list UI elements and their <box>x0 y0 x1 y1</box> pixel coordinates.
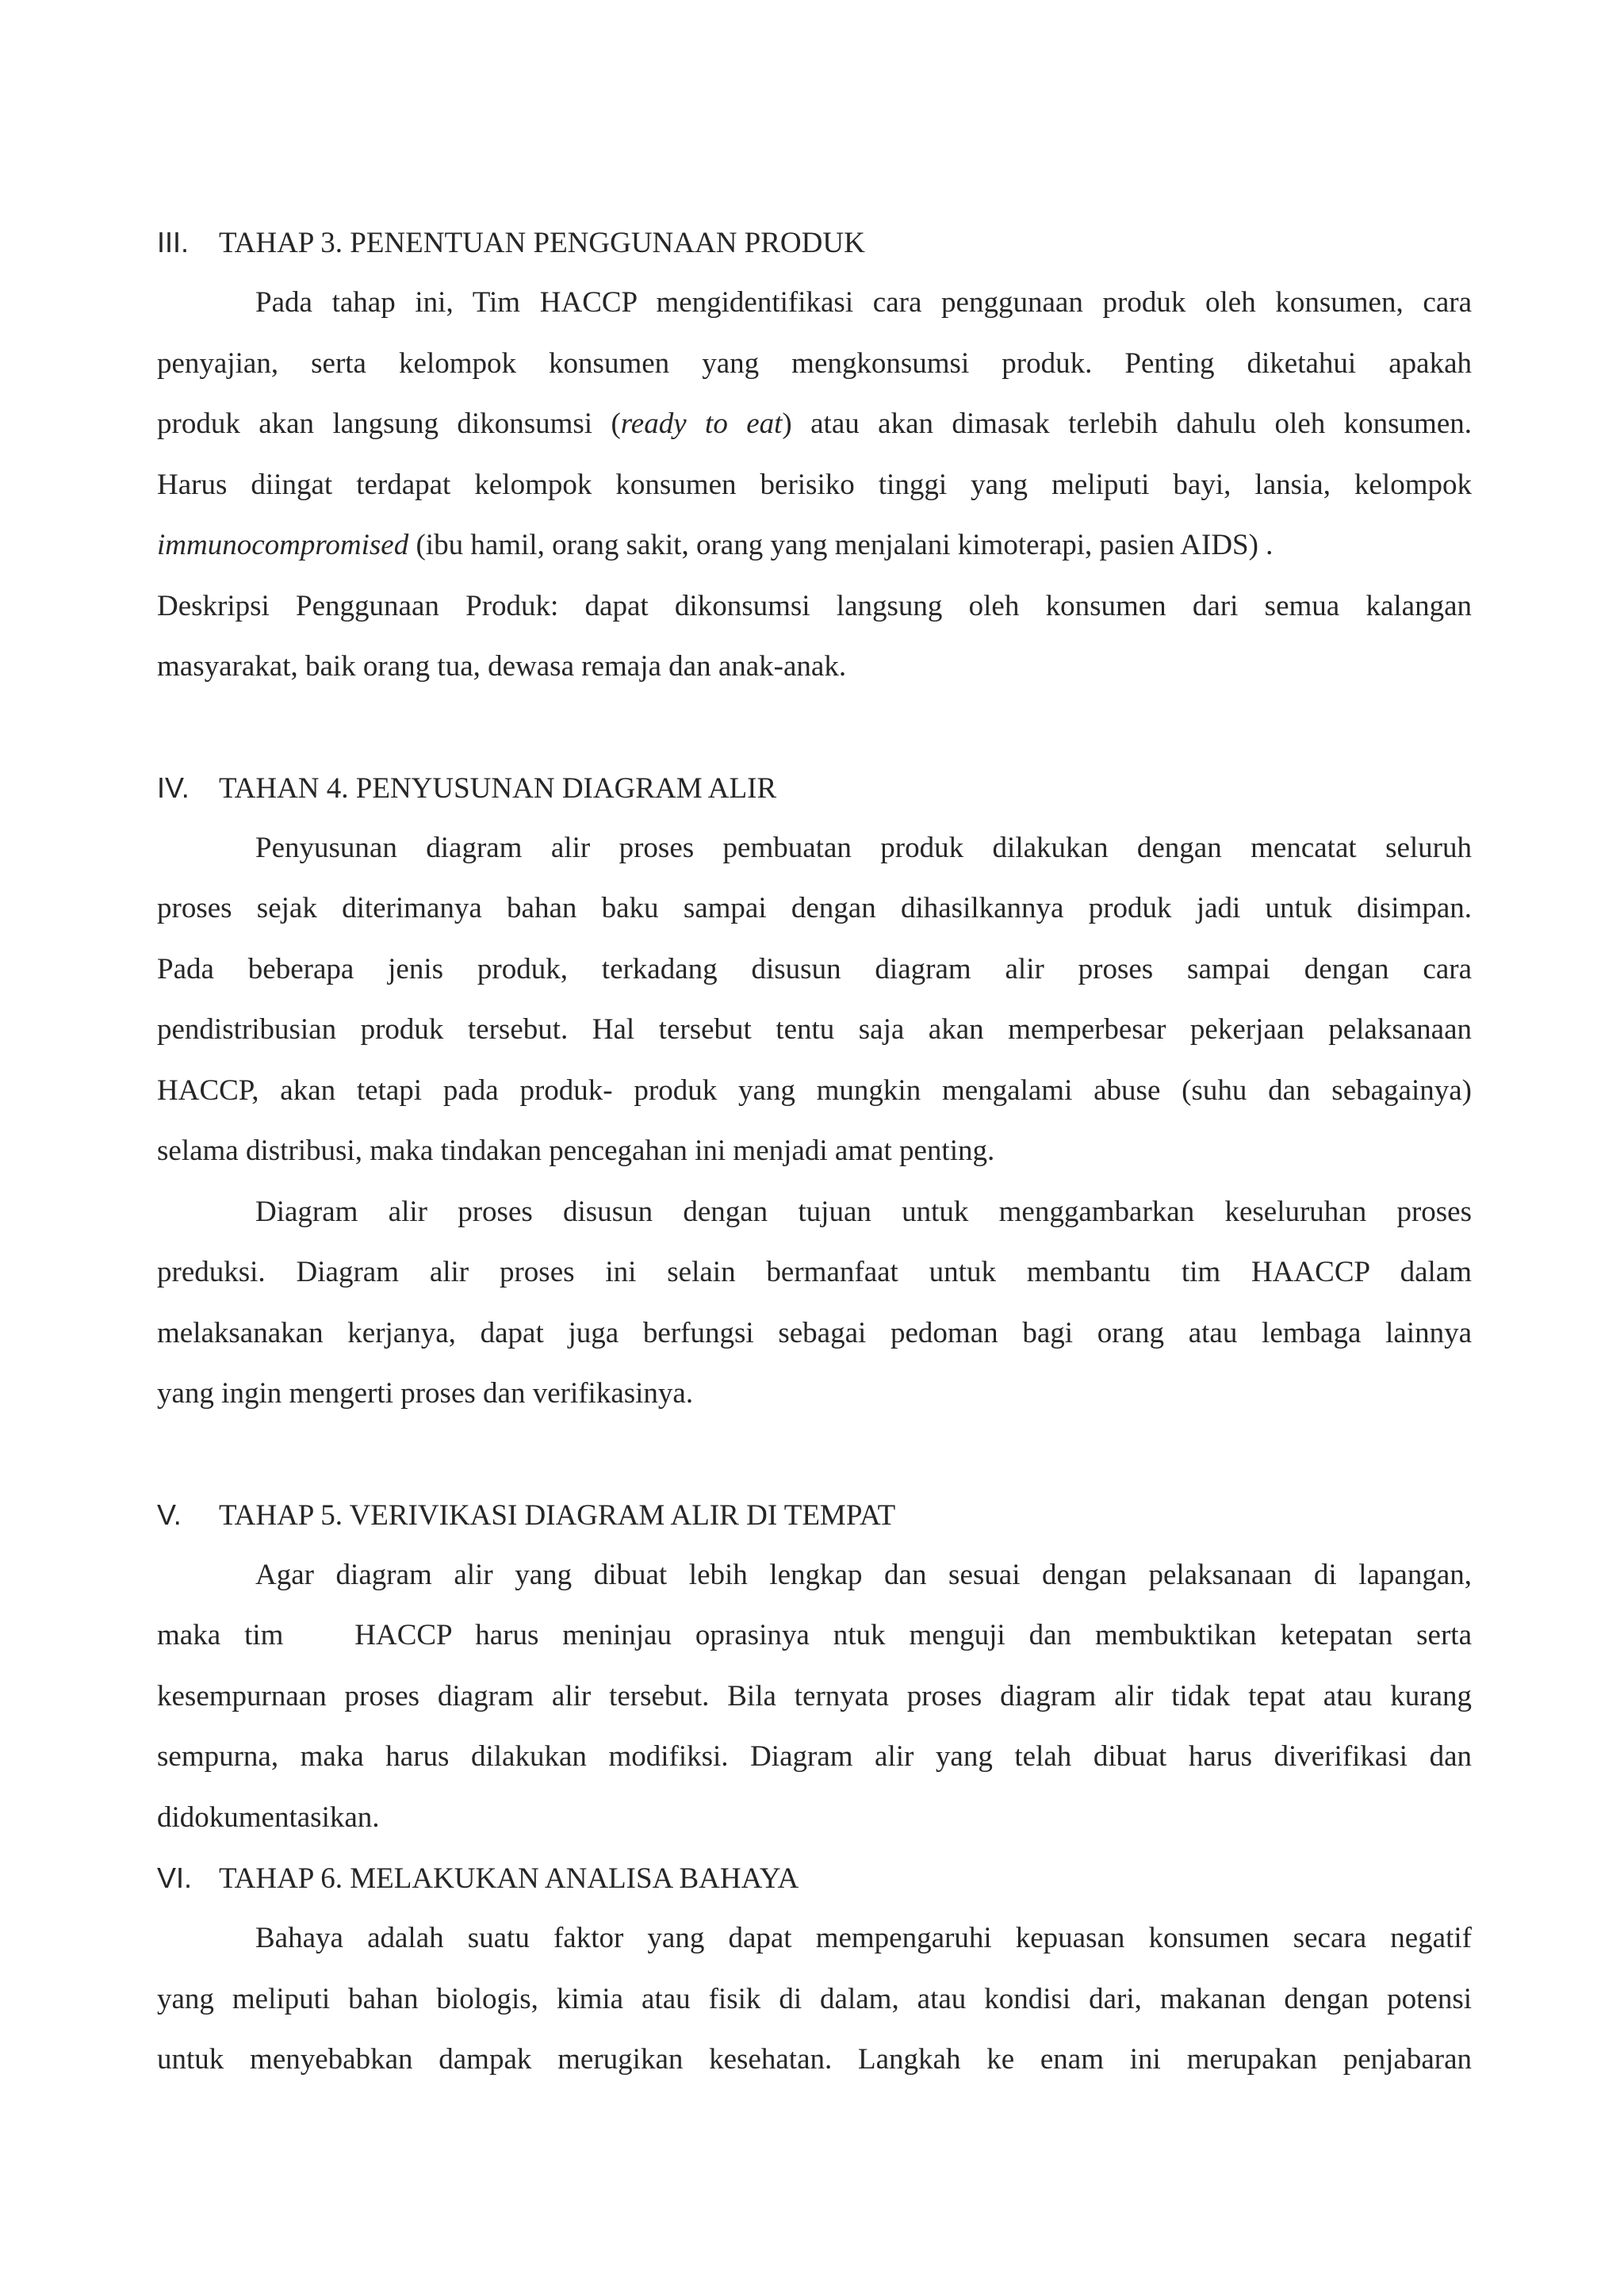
text-line: Pada tahap ini, Tim HACCP mengidentifikasi cara penggunaan produk oleh konsumen, cara <box>255 286 1472 319</box>
paragraph <box>157 818 1472 1182</box>
text-line: masyarakat, baik orang tua, dewasa remaja dan anak-anak. <box>157 650 847 683</box>
section-number: IV. <box>157 771 190 804</box>
document-page <box>157 212 1472 2091</box>
section-4 <box>157 758 1472 1425</box>
section-title: TAHAP 5. VERIVIKASI DIAGRAM ALIR DI TEMPAT <box>219 1498 896 1532</box>
section-spacer <box>157 698 1472 758</box>
paragraph <box>157 1545 1472 1849</box>
italic-term: immunocompromised <box>157 529 409 561</box>
section-heading <box>157 1848 1472 1908</box>
section-title: TAHAP 6. MELAKUKAN ANALISA BAHAYA <box>219 1862 799 1895</box>
text-line: pendistribusian produk tersebut. Hal tersebut tentu saja akan memperbesar pekerjaan pelaksanaan <box>157 1013 1472 1046</box>
paragraph <box>157 273 1472 698</box>
text-line: Bahaya adalah suatu faktor yang dapat mempengaruhi kepuasan konsumen secara negatif <box>255 1922 1472 1954</box>
text-line: maka tim HACCP harus meninjau oprasinya ntuk menguji dan membuktikan ketepatan serta <box>157 1619 1472 1651</box>
section-heading <box>157 758 1472 818</box>
text-line: preduksi. Diagram alir proses ini selain bermanfaat untuk membantu tim HAACCP dalam <box>157 1256 1472 1288</box>
section-spacer <box>157 1425 1472 1485</box>
text-line: kesempurnaan proses diagram alir tersebut. Bila ternyata proses diagram alir tidak tepat atau kurang <box>157 1679 1472 1712</box>
paragraph <box>157 1908 1472 2091</box>
text-line: Diagram alir proses disusun dengan tujuan untuk menggambarkan keseluruhan proses <box>255 1195 1472 1228</box>
text-line: Deskripsi Penggunaan Produk: dapat dikonsumsi langsung oleh konsumen dari semua kalangan <box>157 589 1472 622</box>
text-run: ) atau akan dimasak terlebih dahulu oleh konsumen. <box>782 408 1472 440</box>
text-line <box>157 394 1472 455</box>
text-line: sempurna, maka harus dilakukan modifiksi. Diagram alir yang telah dibuat harus diverifikasi dan <box>157 1740 1472 1773</box>
section-title: TAHAN 4. PENYUSUNAN DIAGRAM ALIR <box>219 771 777 805</box>
section-heading <box>157 212 1472 273</box>
section-heading <box>157 1485 1472 1545</box>
paragraph <box>157 1182 1472 1425</box>
section-number: III. <box>157 226 190 258</box>
text-run: produk akan langsung dikonsumsi ( <box>157 408 621 440</box>
text-line: selama distribusi, maka tindakan pencegahan ini menjadi amat penting. <box>157 1135 995 1167</box>
text-line: penyajian, serta kelompok konsumen yang mengkonsumsi produk. Penting diketahui apakah <box>157 346 1472 380</box>
section-number: V. <box>157 1498 182 1531</box>
text-line: yang meliputi bahan biologis, kimia atau fisik di dalam, atau kondisi dari, makanan dengan potensi <box>157 1982 1472 2015</box>
text-line: didokumentasikan. <box>157 1800 380 1834</box>
section-title: TAHAP 3. PENENTUAN PENGGUNAAN PRODUK <box>219 227 865 259</box>
section-5 <box>157 1485 1472 1849</box>
text-line: Agar diagram alir yang dibuat lebih lengkap dan sesuai dengan pelaksanaan di lapangan, <box>255 1558 1472 1591</box>
text-line: Penyusunan diagram alir proses pembuatan produk dilakukan dengan mencatat seluruh <box>255 831 1472 864</box>
section-number: VI. <box>157 1862 193 1894</box>
text-line: melaksanakan kerjanya, dapat juga berfungsi sebagai pedoman bagi orang atau lembaga lainnya <box>157 1316 1472 1349</box>
text-line: untuk menyebabkan dampak merugikan kesehatan. Langkah ke enam ini merupakan penjabaran <box>157 2043 1472 2076</box>
italic-term: ready to eat <box>620 408 783 440</box>
section-6 <box>157 1848 1472 2091</box>
section-3 <box>157 212 1472 698</box>
text-line: HACCP, akan tetapi pada produk- produk yang mungkin mengalami abuse (suhu dan sebagainya) <box>157 1073 1472 1107</box>
text-run: (ibu hamil, orang sakit, orang yang menjalani kimoterapi, pasien AIDS) . <box>408 529 1274 561</box>
text-line: Harus diingat terdapat kelompok konsumen berisiko tinggi yang meliputi bayi, lansia, kelompok <box>157 468 1472 501</box>
text-line: yang ingin mengerti proses dan verifikasinya. <box>157 1377 694 1410</box>
text-line: proses sejak diterimanya bahan baku sampai dengan dihasilkannya produk jadi untuk disimpan. <box>157 892 1472 924</box>
text-line <box>157 515 1472 576</box>
text-line: Pada beberapa jenis produk, terkadang disusun diagram alir proses sampai dengan cara <box>157 952 1472 985</box>
